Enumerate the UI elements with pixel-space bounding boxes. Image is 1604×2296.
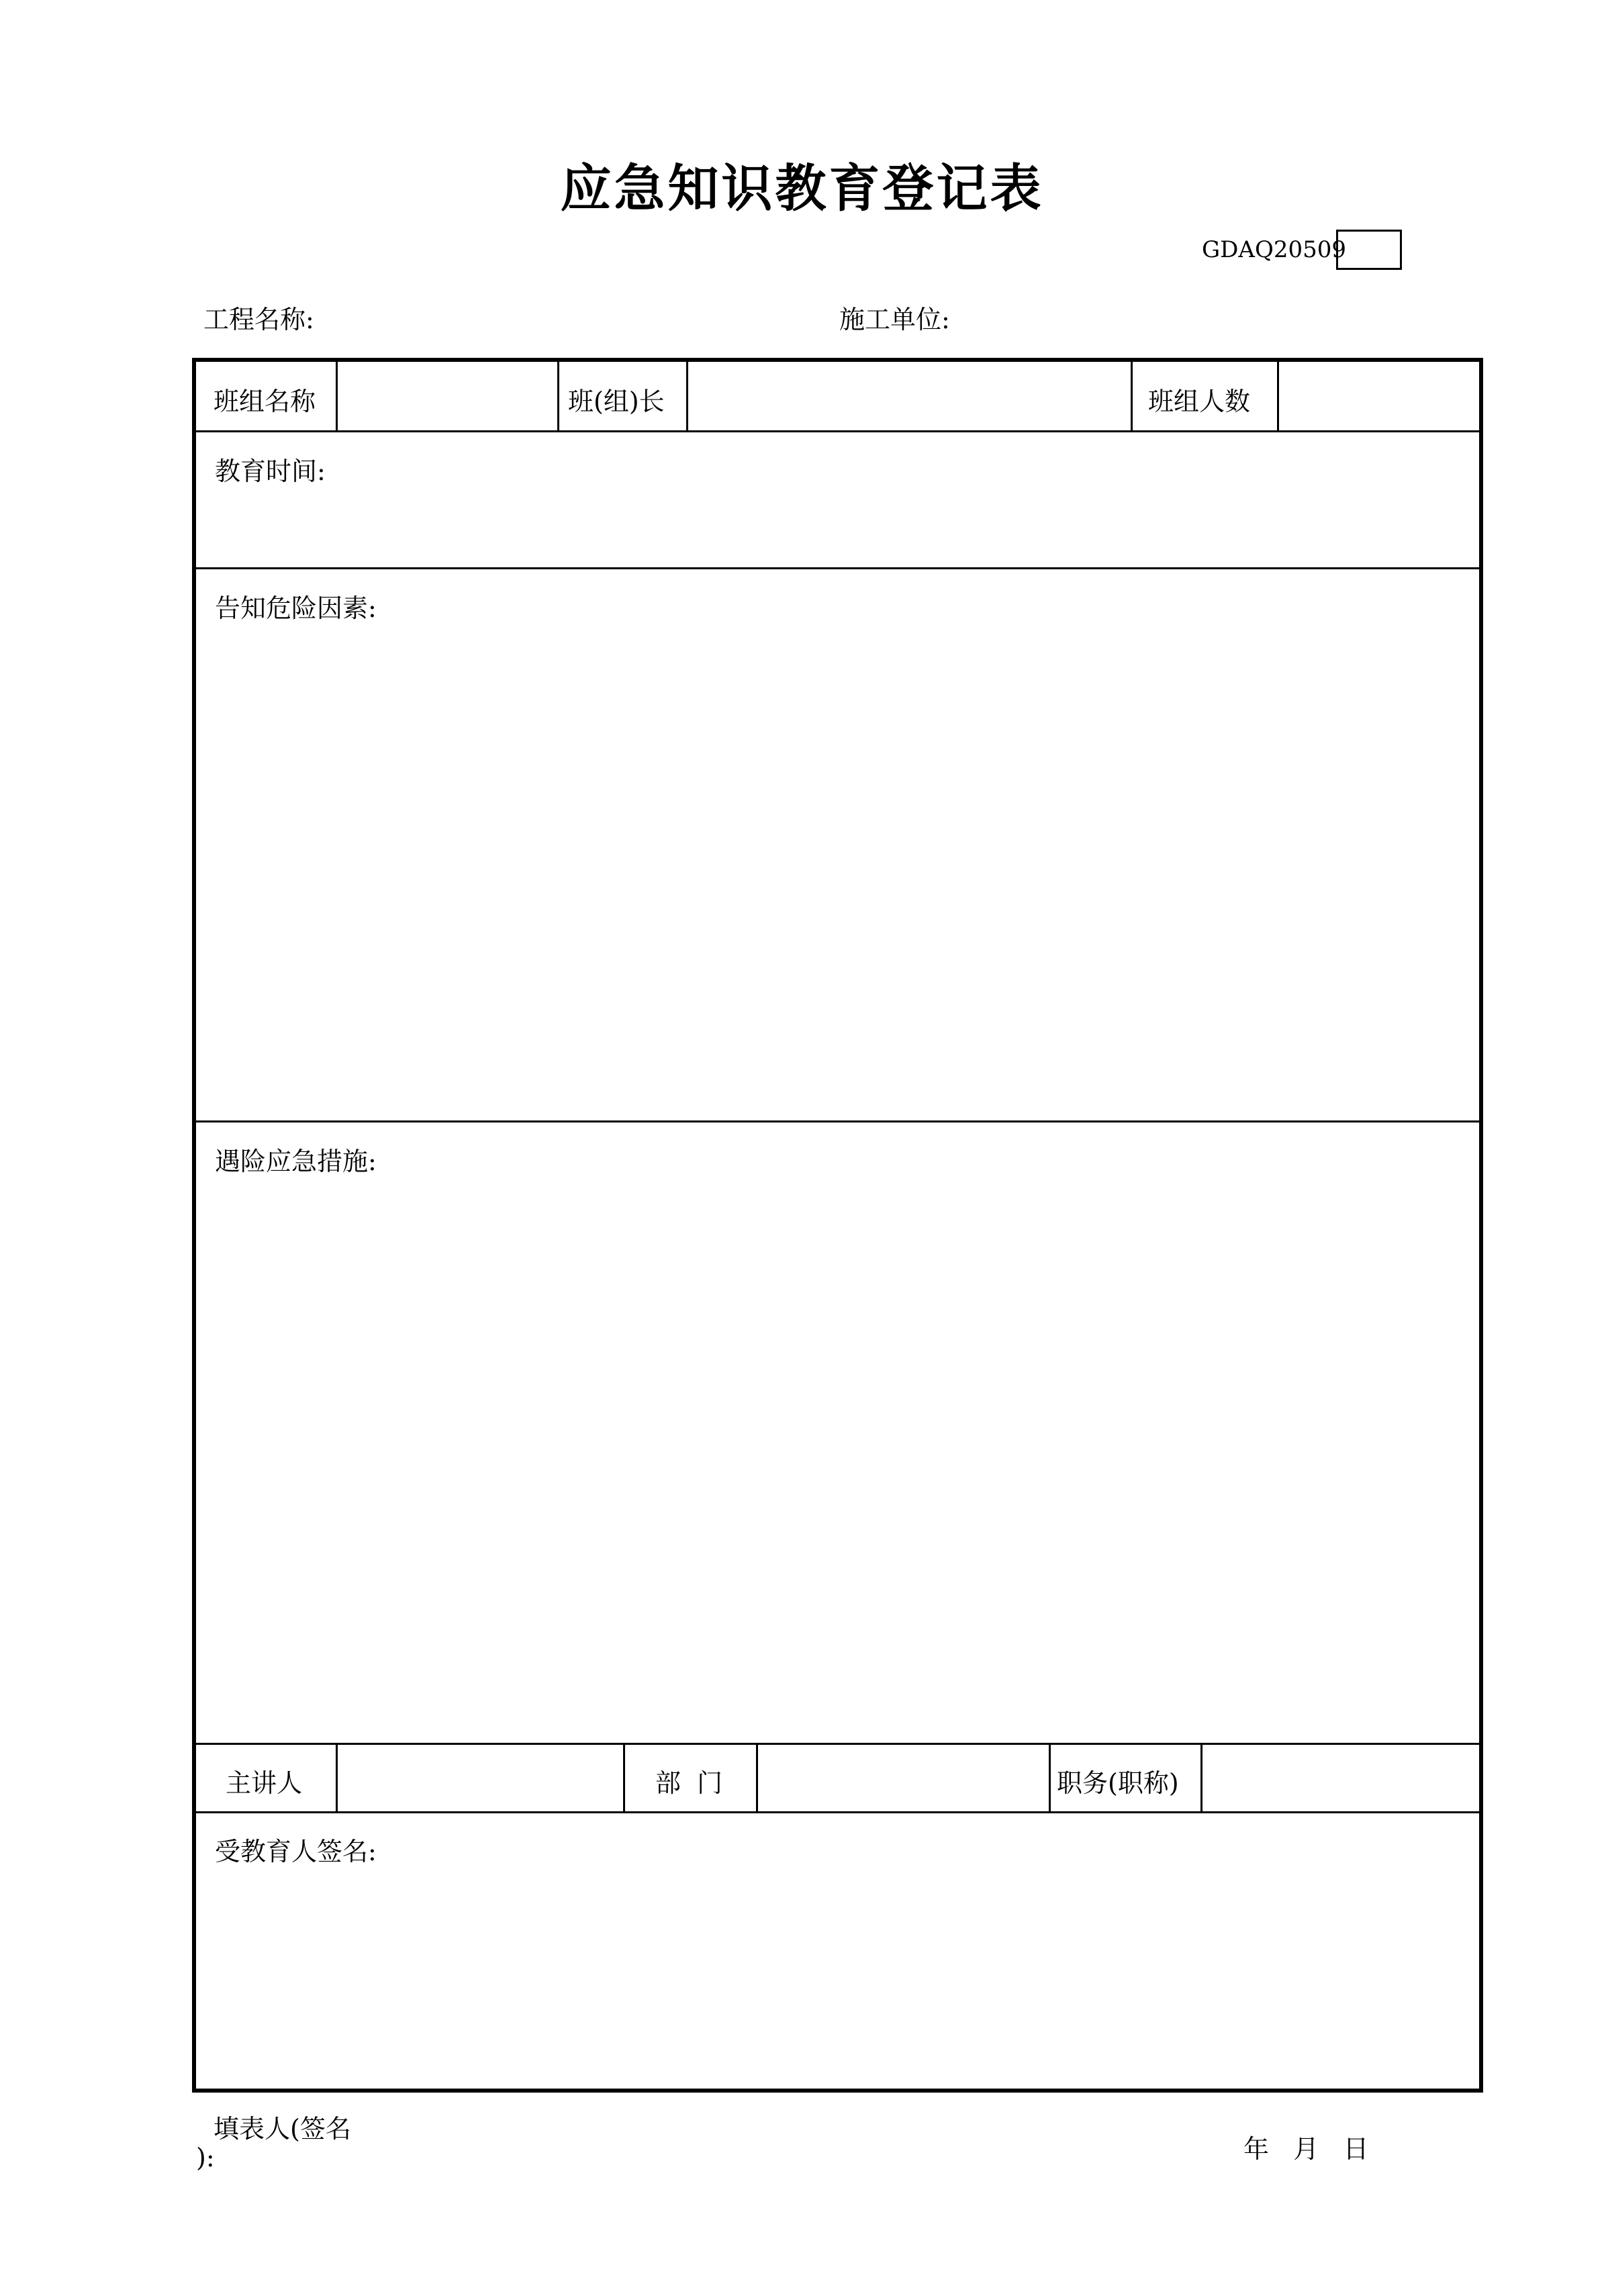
row-divider (196, 1743, 1479, 1745)
filler-label: 填表人(签名 (214, 2114, 351, 2144)
team-leader-field[interactable] (706, 382, 1123, 416)
form-number-box[interactable] (1336, 230, 1402, 270)
position-label: 职务(职称) (1057, 1768, 1179, 1798)
team-name-field[interactable] (355, 382, 556, 416)
divider (1049, 1743, 1051, 1811)
divider (336, 1743, 338, 1811)
row-divider (196, 1811, 1479, 1813)
filler-label-suffix: ): (196, 2143, 215, 2172)
department-label: 部 门 (655, 1768, 723, 1798)
speaker-label: 主讲人 (226, 1768, 303, 1798)
hazards-label: 告知危险因素: (215, 593, 377, 623)
date-label: 年 月 日 (1243, 2134, 1369, 2164)
divider (686, 362, 688, 430)
education-time-label: 教育时间: (215, 457, 326, 486)
registration-table (192, 358, 1483, 2093)
divider (623, 1743, 625, 1811)
signatures-label: 受教育人签名: (215, 1837, 377, 1866)
team-count-label: 班组人数 (1148, 387, 1251, 416)
page-title: 应急知识教育登记表 (560, 158, 1044, 218)
divider (1131, 362, 1133, 430)
team-name-label: 班组名称 (214, 387, 316, 416)
row-divider (196, 567, 1479, 569)
department-field[interactable] (773, 1763, 1029, 1797)
team-leader-label: 班(组)长 (568, 387, 665, 416)
team-count-field[interactable] (1297, 382, 1472, 416)
emergency-measures-label: 遇险应急措施: (215, 1147, 377, 1176)
construction-unit-label: 施工单位: (839, 305, 950, 334)
row-divider (196, 1120, 1479, 1122)
divider (1200, 1743, 1202, 1811)
speaker-field[interactable] (355, 1763, 610, 1797)
divider (756, 1743, 758, 1811)
form-code: GDAQ20509 (1202, 236, 1347, 263)
position-field[interactable] (1219, 1763, 1474, 1797)
row-divider (196, 430, 1479, 432)
divider (557, 362, 559, 430)
project-name-label: 工程名称: (203, 305, 314, 334)
divider (1277, 362, 1279, 430)
divider (336, 362, 338, 430)
